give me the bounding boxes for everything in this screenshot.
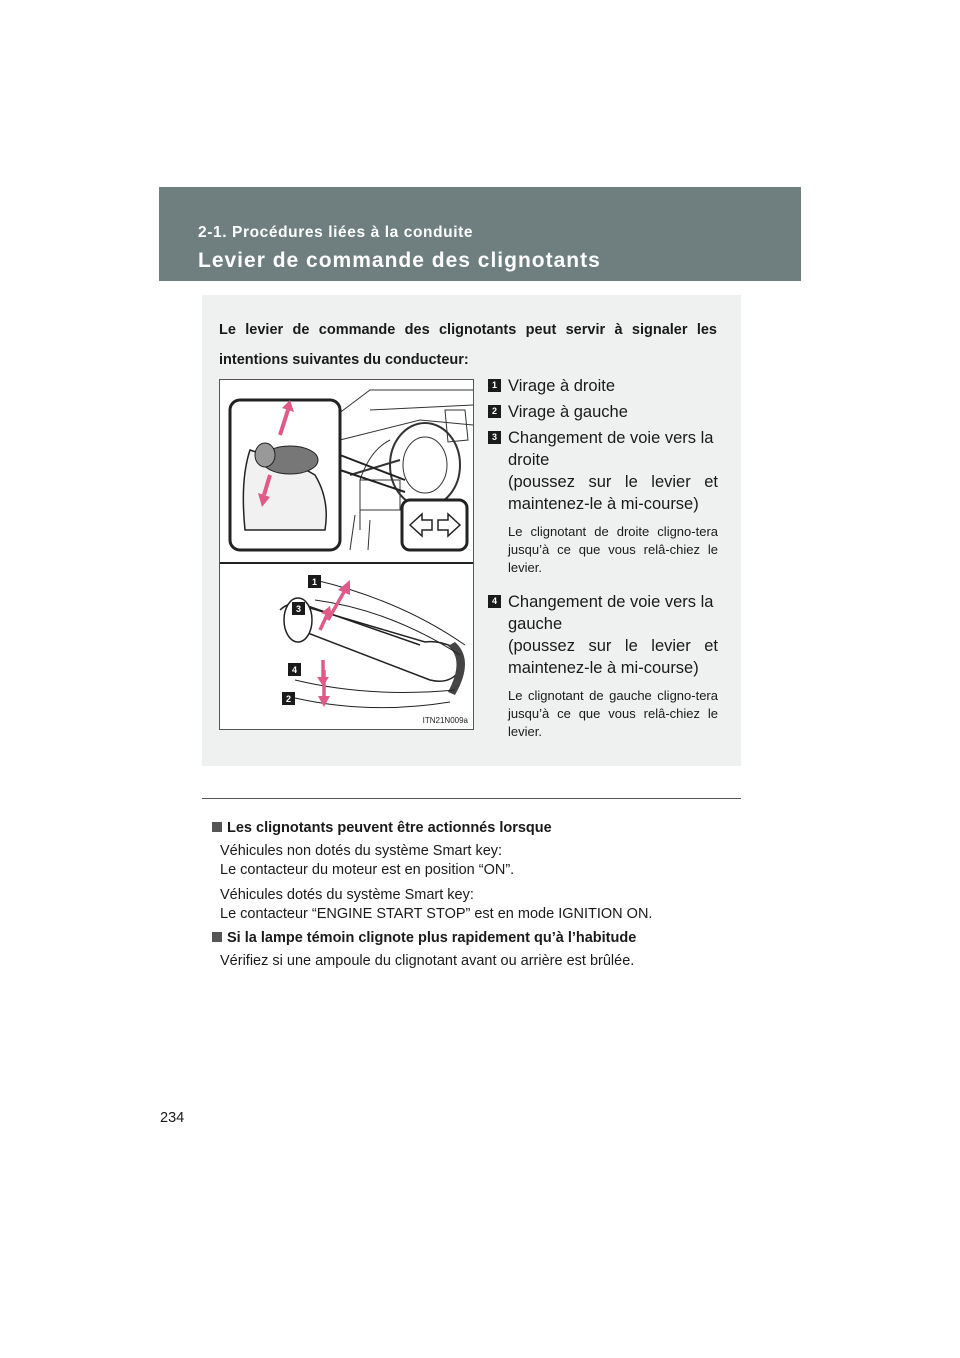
figure-code: ITN21N009a bbox=[422, 716, 468, 725]
note-heading bbox=[212, 930, 752, 946]
callout-1: 1 bbox=[311, 577, 318, 587]
note-line: Le contacteur du moteur est en position “ON”. bbox=[220, 862, 515, 878]
callout-2: 2 bbox=[285, 694, 292, 704]
turn-indicator-icon bbox=[402, 500, 467, 550]
note-heading bbox=[212, 820, 752, 836]
list-item bbox=[488, 401, 718, 423]
list-item bbox=[488, 591, 718, 679]
page-title: Levier de commande des clignotants bbox=[198, 249, 601, 272]
item-subtext: (poussez sur le levier et maintenez-le à mi-course) bbox=[508, 637, 718, 677]
item-subtext: (poussez sur le levier et maintenez-le à mi-course) bbox=[508, 473, 718, 513]
note-line: Le contacteur “ENGINE START STOP” est en mode IGNITION ON. bbox=[220, 906, 653, 922]
page-header bbox=[159, 187, 801, 281]
callout-3: 3 bbox=[295, 604, 302, 614]
signal-list bbox=[488, 375, 718, 755]
section-label: 2-1. Procédures liées à la conduite bbox=[198, 224, 474, 241]
item-text: Virage à droite bbox=[508, 377, 616, 395]
note-heading-text: Si la lampe témoin clignote plus rapidement qu’à l’habitude bbox=[227, 930, 637, 946]
page-number: 234 bbox=[160, 1110, 185, 1126]
note-paragraph bbox=[220, 842, 752, 880]
item-text: Changement de voie vers la droite bbox=[508, 429, 714, 469]
item-note: Le clignotant de droite cligno-tera jusqu’à ce que vous relâ-chiez le levier. bbox=[508, 524, 718, 575]
item-note: Le clignotant de gauche cligno-tera jusqu’à ce que vous relâ-chiez le levier. bbox=[508, 688, 718, 739]
note-paragraph bbox=[220, 952, 752, 971]
divider bbox=[202, 798, 741, 799]
intro-text: Le levier de commande des clignotants peut servir à signaler les intentions suivantes du conducteur: bbox=[219, 322, 717, 368]
note-line: Véhicules dotés du système Smart key: bbox=[220, 887, 474, 903]
item-number: 3 bbox=[488, 431, 501, 444]
lever-drawing bbox=[220, 380, 473, 729]
list-item bbox=[488, 427, 718, 515]
callout-4: 4 bbox=[291, 665, 298, 675]
turn-signal-lever-illustration bbox=[219, 379, 474, 730]
item-text: Changement de voie vers la gauche bbox=[508, 593, 714, 633]
item-text: Virage à gauche bbox=[508, 403, 628, 421]
note-line: Véhicules non dotés du système Smart key: bbox=[220, 843, 503, 859]
square-bullet-icon bbox=[212, 932, 222, 942]
notes-section bbox=[212, 820, 752, 977]
item-number: 4 bbox=[488, 595, 501, 608]
lever-closeup bbox=[280, 580, 465, 708]
note-line: Vérifiez si une ampoule du clignotant avant ou arrière est brûlée. bbox=[220, 953, 635, 969]
item-number: 2 bbox=[488, 405, 501, 418]
list-item bbox=[488, 375, 718, 397]
note-heading-text: Les clignotants peuvent être actionnés lorsque bbox=[227, 820, 552, 836]
item-number: 1 bbox=[488, 379, 501, 392]
note-paragraph bbox=[220, 886, 752, 924]
info-panel bbox=[202, 295, 741, 766]
hand-inset bbox=[230, 400, 405, 550]
square-bullet-icon bbox=[212, 822, 222, 832]
